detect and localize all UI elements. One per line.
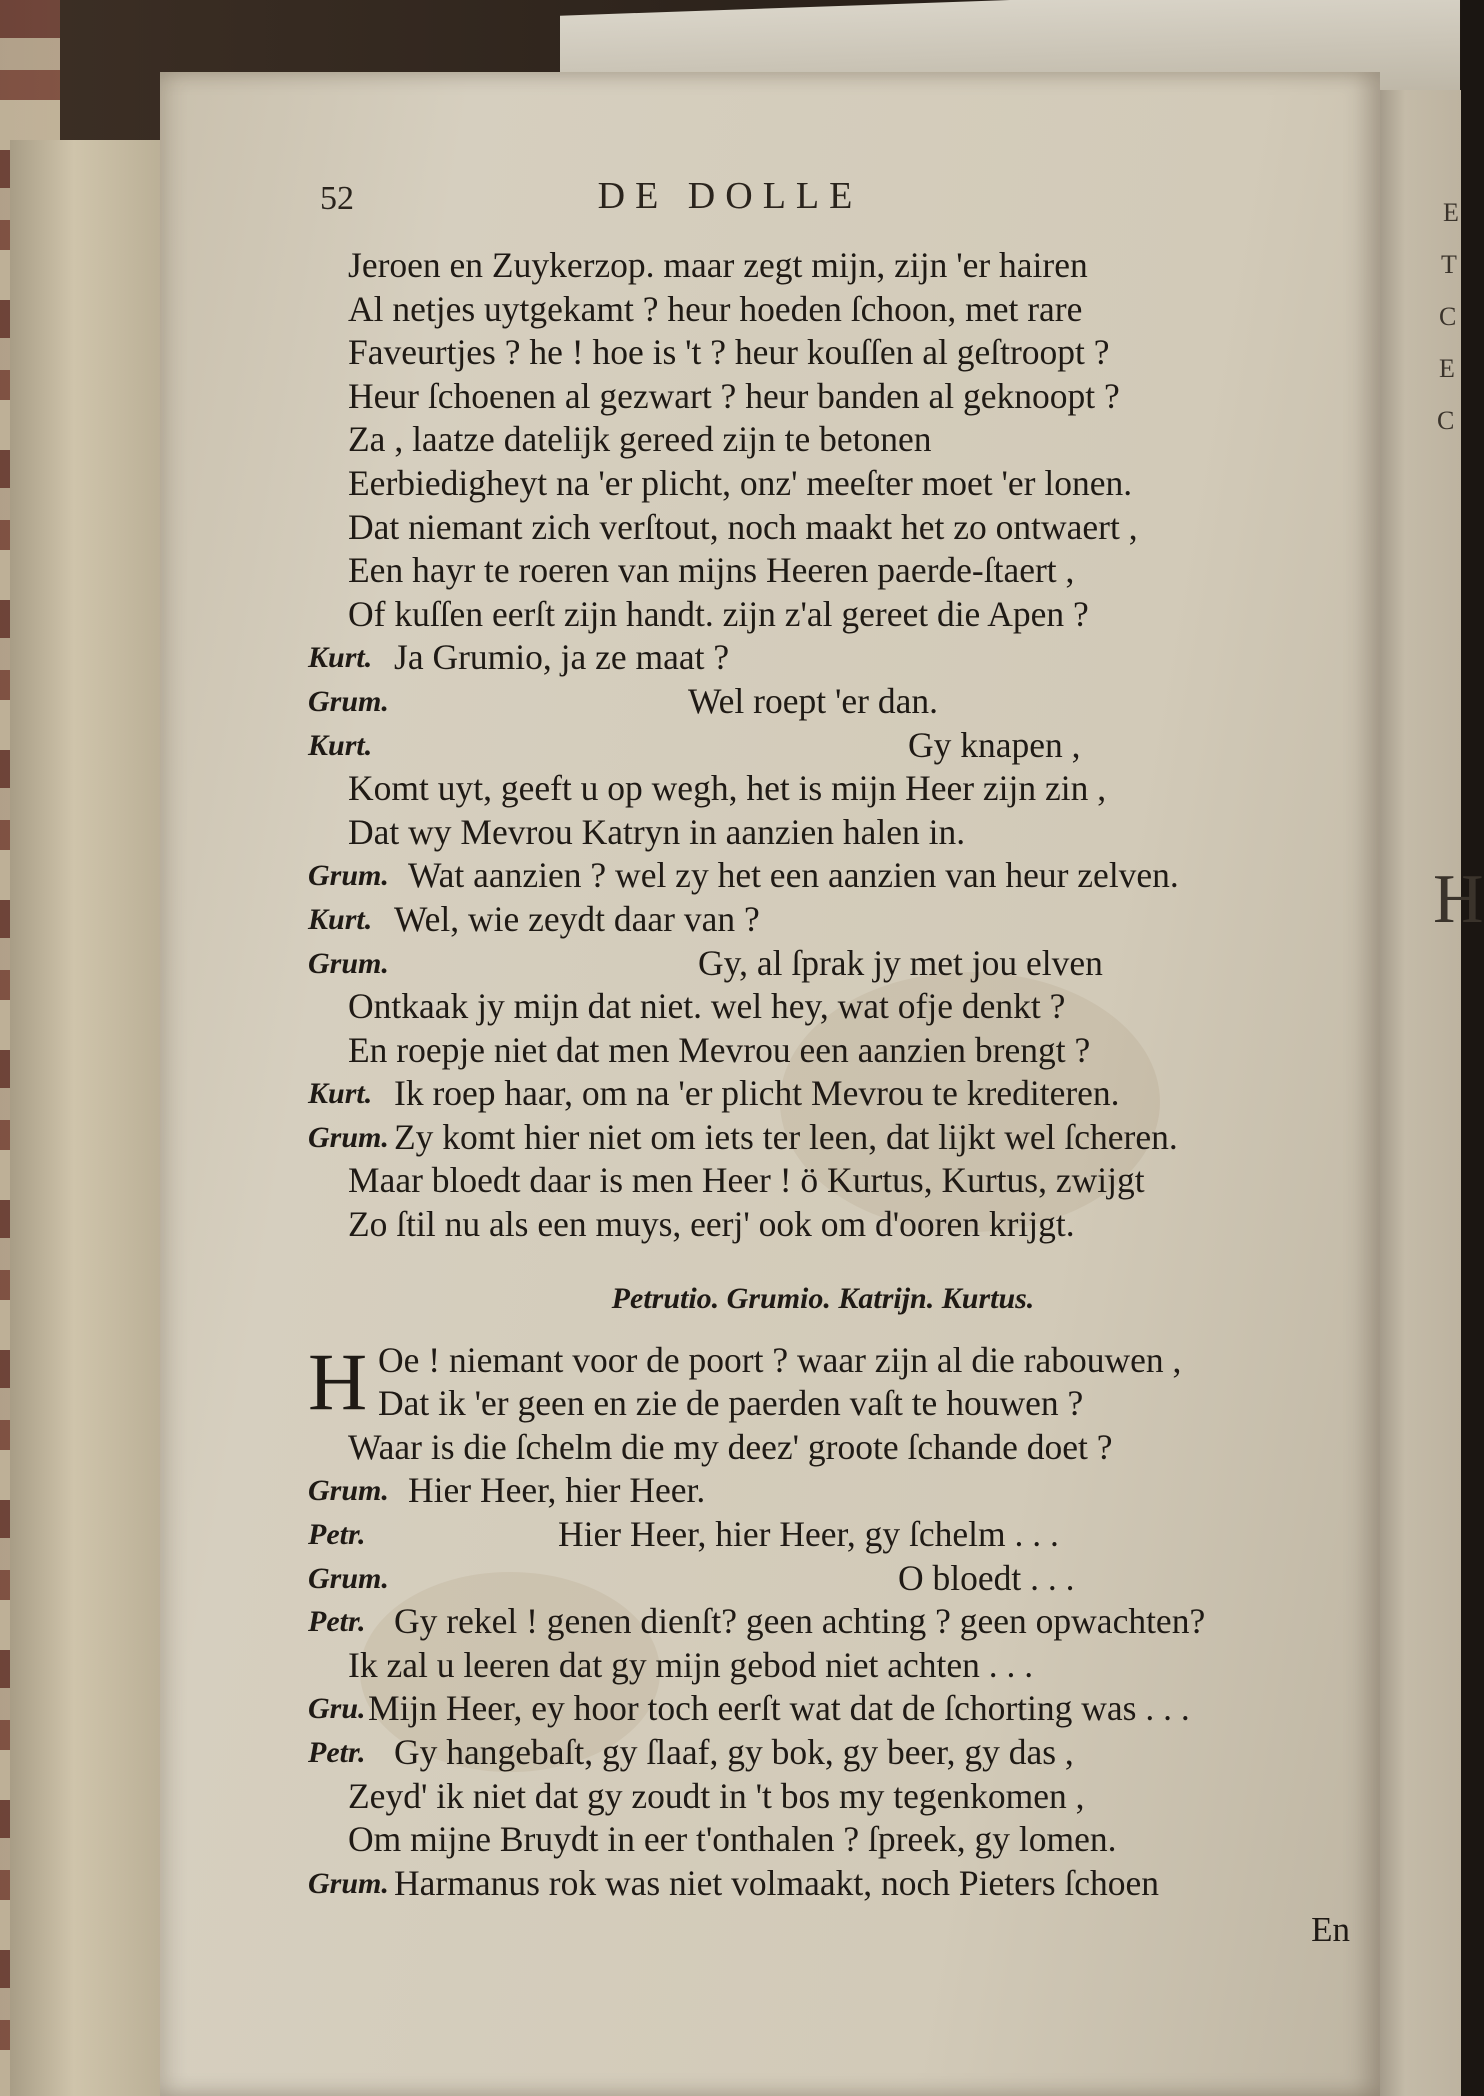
page-number: 52 [320, 180, 354, 217]
drop-cap-initial: H [308, 1335, 368, 1427]
verse-line [308, 1600, 1368, 1644]
verse-line [308, 462, 1368, 506]
verse-text: Komt uyt, geeft u op wegh, het is mijn Heer zijn zin , [348, 768, 1107, 809]
verse-line [308, 1775, 1368, 1819]
verse-text: Jeroen en Zuykerzop. maar zegt mijn, zijn 'er hairen [348, 245, 1088, 285]
speaker-label: Gru. [308, 1692, 366, 1726]
facing-page-edge: E T C E C H [1375, 90, 1461, 2096]
verse-line [308, 1862, 1368, 1906]
verse-text: Maar bloedt daar is men Heer ! ö Kurtus, Kurtus, zwijgt [348, 1160, 1145, 1201]
verse-text: Wel roept 'er dan. [688, 680, 938, 721]
verse-text: Harmanus rok was niet volmaakt, noch Pieters ſchoen [394, 1862, 1160, 1903]
verse-text: Of kuſſen eerſt zijn handt. zijn z'al gereet die Apen ? [348, 593, 1089, 634]
verse-text: Hier Heer, hier Heer. [408, 1470, 706, 1511]
verse-text: Ja Grumio, ja ze maat ? [394, 637, 730, 678]
verse-text: Om mijne Bruydt in eer t'onthalen ? ſpreek, gy lomen. [348, 1819, 1117, 1860]
verse-text: Ontkaak jy mijn dat niet. wel hey, wat ofje denkt ? [348, 986, 1066, 1027]
verse-line [308, 1469, 1368, 1513]
verse-line [308, 1382, 1368, 1426]
verse-block-2 [308, 1335, 1368, 1906]
verse-text: Zeyd' ik niet dat gy zoudt in 't bos my tegenkomen , [348, 1775, 1085, 1816]
verse-line [308, 288, 1368, 332]
catchword: En [1311, 1910, 1350, 1949]
verse-text: Za , laatze datelijk gereed zijn te betonen [348, 419, 932, 460]
verse-block-1 [308, 244, 1368, 1247]
book-fore-edge-left [10, 140, 170, 2096]
verse-line [308, 854, 1368, 898]
verse-line [308, 898, 1368, 942]
verse-text: Oe ! niemant voor de poort ? waar zijn al die rabouwen , [378, 1339, 1182, 1380]
verse-text: Zo ſtil nu als een muys, eerj' ook om d'ooren krijgt. [348, 1204, 1075, 1245]
verse-text: Gy knapen , [908, 724, 1081, 765]
verse-line [308, 244, 1368, 288]
verse-text: Ik zal u leeren dat gy mijn gebod niet achten . . . [348, 1644, 1034, 1685]
verse-line [308, 375, 1368, 419]
verse-text: En roepje niet dat men Mevrou een aanzien brengt ? [348, 1029, 1091, 1070]
verse-line [308, 1818, 1368, 1862]
speaker-label: Kurt. [308, 728, 373, 762]
verse-text: Zy komt hier niet om iets ter leen, dat lijkt wel ſcheren. [394, 1116, 1178, 1157]
book-page [160, 72, 1380, 2096]
page-header [160, 174, 1380, 222]
speaker-label: Petr. [308, 1736, 366, 1769]
verse-text: Eerbiedigheyt na 'er plicht, onz' meeſter moet 'er lonen. [348, 462, 1133, 503]
verse-text: Wel, wie zeydt daar van ? [394, 898, 760, 939]
speaker-label: Grum. [308, 859, 389, 893]
verse-line [308, 1339, 1368, 1383]
verse-text: Faveurtjes ? he ! hoe is 't ? heur kouſſen al geſtroopt ? [348, 332, 1110, 373]
verse-line [308, 1644, 1368, 1688]
verse-line [308, 1072, 1368, 1116]
verse-text: Gy rekel ! genen dienſt? geen achting ? geen opwachten? [394, 1601, 1206, 1642]
verse-line [308, 636, 1368, 680]
verse-line [308, 1029, 1368, 1073]
verse-line [308, 1159, 1368, 1203]
verse-text: Dat niemant zich verſtout, noch maakt het zo ontwaert , [348, 506, 1138, 547]
speaker-label: Grum. [308, 1120, 389, 1154]
verse-text: Een hayr te roeren van mijns Heeren paerde-ſtaert , [348, 550, 1075, 591]
verse-line [308, 724, 1368, 768]
speaker-label: Grum. [308, 1866, 389, 1900]
verse-line [308, 985, 1368, 1029]
verse-text: Hier Heer, hier Heer, gy ſchelm . . . [558, 1514, 1059, 1555]
speaker-label: Kurt. [308, 641, 373, 675]
verse-text: Wat aanzien ? wel zy het een aanzien van heur zelven. [408, 855, 1179, 896]
verse-line [308, 811, 1368, 855]
verse-line [308, 1116, 1368, 1160]
verse-line [308, 680, 1368, 724]
speaker-label: Grum. [308, 684, 389, 718]
verse-line [308, 767, 1368, 811]
play-text [308, 244, 1368, 1905]
running-title: DE DOLLE [597, 175, 863, 217]
verse-line [308, 549, 1368, 593]
verse-text: Gy hangebaſt, gy ſlaaf, gy bok, gy beer, gy das , [394, 1732, 1074, 1772]
verse-line [308, 506, 1368, 550]
speaker-label: Petr. [308, 1518, 366, 1552]
verse-line [308, 1731, 1368, 1775]
speaker-label: Grum. [308, 1474, 389, 1508]
verse-text: Mijn Heer, ey hoor toch eerſt wat dat de ſchorting was . . . [368, 1688, 1190, 1729]
verse-line [308, 1426, 1368, 1470]
speaker-label: Kurt. [308, 902, 373, 936]
verse-text: Ik roep haar, om na 'er plicht Mevrou te krediteren. [394, 1073, 1120, 1114]
verse-text: Dat wy Mevrou Katryn in aanzien halen in. [348, 811, 966, 852]
speaker-label: Grum. [308, 946, 389, 980]
speaker-label: Grum. [308, 1561, 389, 1595]
verse-line [308, 942, 1368, 986]
verse-text: Waar is die ſchelm die my deez' groote ſchande doet ? [348, 1426, 1113, 1467]
verse-text: Heur ſchoenen al gezwart ? heur banden al geknoopt ? [348, 375, 1120, 416]
verse-line [308, 1513, 1368, 1557]
verse-line [308, 1203, 1368, 1247]
verse-text: Dat ik 'er geen en zie de paerden vaſt te houwen ? [378, 1383, 1084, 1424]
verse-line [308, 1687, 1368, 1731]
speaker-label: Kurt. [308, 1077, 373, 1111]
verse-line [308, 1557, 1368, 1601]
speaker-label: Petr. [308, 1605, 366, 1639]
verse-text: Al netjes uytgekamt ? heur hoeden ſchoon, met rare [348, 288, 1083, 329]
verse-text: Gy, al ſprak jy met jou elven [698, 942, 1103, 983]
verse-text: O bloedt . . . [898, 1557, 1075, 1598]
verse-line [308, 331, 1368, 375]
verse-line [308, 593, 1368, 637]
verse-line [308, 418, 1368, 462]
scene-heading: Petrutio. Grumio. Katrijn. Kurtus. [611, 1281, 1035, 1315]
